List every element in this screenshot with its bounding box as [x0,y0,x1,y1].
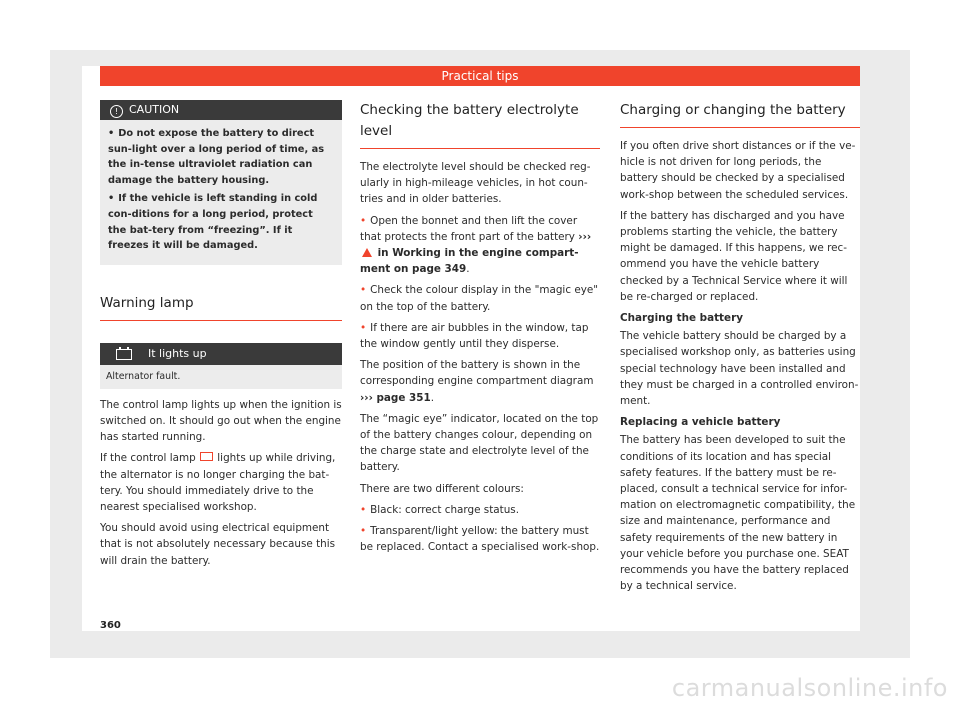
paragraph: The control lamp lights up when the ignition is switched on. It should go out when the engine has started running. [100,398,342,444]
paragraph: The vehicle battery should be charged by a specialised workshop only, as batteries using special technology have been installed and they must be charged in a controlled environ-ment. [620,330,859,408]
lamp-bar [100,343,342,365]
lamp-description: Alternator fault. [100,365,342,389]
caution-header [100,100,342,120]
bullet-icon: • [360,503,367,516]
list-item: • Transparent/light yellow: the battery must be replaced. Contact a specialised work-shop. [360,525,600,554]
section-header: Practical tips [100,66,860,86]
cross-reference-link[interactable]: ››› in Working in the engine compart-ment on page 349 [360,230,592,276]
bullet-icon: • [360,321,367,334]
page-number: 360 [100,620,121,631]
bullet-icon: • [360,525,367,538]
battery-icon [116,349,132,360]
caution-item: • Do not expose the battery to direct sun-light over a long period of time, as the in-tense ultraviolet radiation can damage the battery housing. [108,128,325,186]
subheading: Charging the battery [620,312,743,325]
lamp-label: It lights up [148,346,207,360]
caution-info-icon: ! [110,105,123,118]
battery-icon [200,452,213,461]
paragraph: If the control lamp lights up while driving, the alternator is no longer charging the bat-tery. You should immediately drive to the nearest specialised workshop. [100,452,336,513]
warning-triangle-icon [362,248,372,257]
paragraph: If you often drive short distances or if the ve-hicle is not driven for long periods, the battery should be checked by a specialised work-shop between the scheduled services. [620,140,856,201]
list-item: • If there are air bubbles in the window, tap the window gently until they disperse. [360,321,589,351]
page-reference-link[interactable]: ››› page 351 [360,391,431,404]
charging-title: Charging or changing the battery [620,100,860,128]
paragraph: If the battery has discharged and you have problems starting the vehicle, the battery might be damaged. If this happens, we rec-ommend you have the vehicle battery checked by a Technical Service where it will be re-charged or replaced. [620,209,848,303]
caution-item: • If the vehicle is left standing in cold con-ditions for a long period, protect the bat-tery from “freezing”. If it freezes it will be damaged. [108,193,318,252]
column-right [620,100,860,599]
list-item: • Black: correct charge status. [360,503,520,516]
paragraph: The position of the battery is shown in the corresponding engine compartment diagram ››› page 351. [360,359,594,404]
bullet-icon: • [108,128,115,139]
column-left [100,100,342,574]
warning-lamp-title: Warning lamp [100,293,342,321]
paragraph: There are two different colours: [360,482,524,495]
caution-box [100,100,342,265]
column-middle [360,100,600,560]
watermark: carmanualsonline.info [671,674,948,702]
bullet-icon: • [360,214,367,227]
paragraph: You should avoid using electrical equipment that is not absolutely necessary because this will drain the battery. [100,522,336,567]
caution-title: CAUTION [129,103,180,116]
paragraph: The battery has been developed to suit the conditions of its location and has special safety features. If the battery must be re-placed, consult a technical service for infor-mation on electromagnetic compatibility, the size and maintenance, performance and safety requirements of the new battery in your vehicle before you purchase one. SEAT recommends you have the battery replaced by a technical service. [620,434,856,593]
electrolyte-title: Checking the battery electrolyte level [360,100,600,149]
list-item: • Open the bonnet and then lift the cover that protects the front part of the battery ››› in Working in the engine compart-ment on page 349. [360,214,592,276]
caution-body [100,120,342,265]
paragraph: The electrolyte level should be checked reg-ularly in high-mileage vehicles, in hot coun-tries and in older batteries. [360,161,591,206]
list-item: • Check the colour display in the "magic eye" on the top of the battery. [360,284,599,313]
subheading: Replacing a vehicle battery [620,416,781,429]
paragraph: The “magic eye” indicator, located on the top of the battery changes colour, depending on the charge state and electrolyte level of the battery. [360,412,599,474]
bullet-icon: • [108,193,115,205]
bullet-icon: • [360,284,367,297]
